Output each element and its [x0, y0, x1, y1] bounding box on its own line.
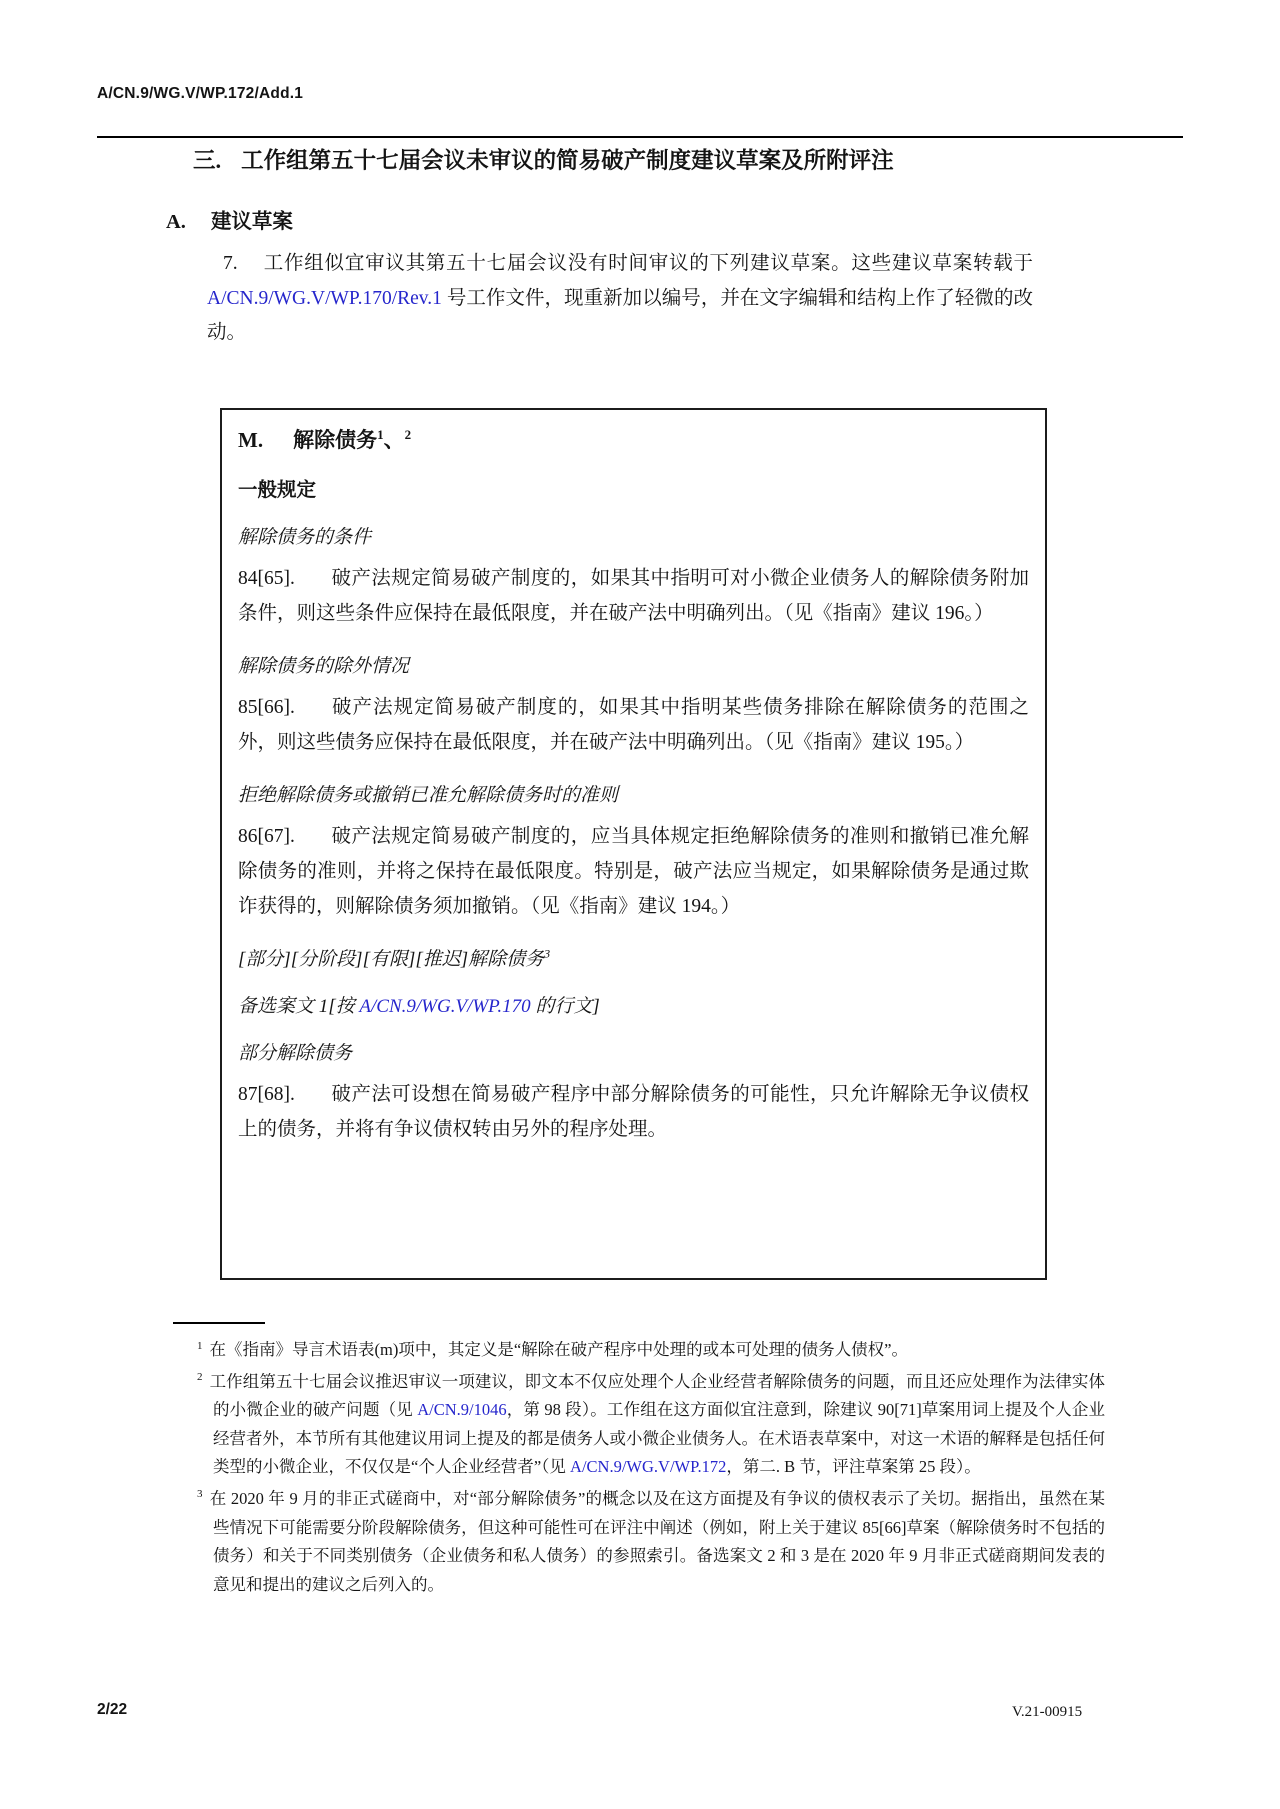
section-title-text: 工作组第五十七届会议未审议的简易破产制度建议草案及所附评注: [241, 148, 894, 173]
paragraph-7: [207, 247, 1033, 351]
subsection-title-text: 建议草案: [210, 211, 293, 233]
doc-link-wp170-rev1[interactable]: A/CN.9/WG.V/WP.170/Rev.1: [207, 287, 442, 309]
subsection-title: [166, 204, 293, 234]
recommendation-text: 破产法可设想在简易破产程序中部分解除债务的可能性，只允许解除无争议债权上的债务，并将有争议债权转由另外的程序处理。: [238, 1084, 1029, 1140]
recommendation-number: 85[66].: [238, 697, 295, 719]
recommendation-number: 86[67].: [238, 826, 295, 848]
heading-discharge-conditions: 解除债务的条件: [238, 527, 372, 548]
header-rule: [97, 136, 1183, 138]
box-heading-text: 解除债务: [293, 428, 378, 452]
footnote-ref-2: 2: [404, 427, 412, 442]
doc-link-wp170[interactable]: A/CN.9/WG.V/WP.170: [359, 996, 531, 1018]
footnotes: [197, 1336, 1105, 1602]
heading-discharge-exclusions: 解除债务的除外情况: [238, 656, 410, 678]
footnote-separator: [173, 1322, 265, 1324]
draft-recommendations-box: [220, 408, 1047, 1280]
heading-partial-discharge: 部分解除债务: [238, 1043, 353, 1065]
footnote-number: 3: [197, 1488, 203, 1501]
recommendation-86-67: [238, 820, 1029, 924]
footnote-number: 2: [197, 1371, 203, 1384]
box-heading-letter: M.: [238, 428, 264, 452]
box-heading: [238, 424, 1029, 454]
alternative-1-text: 的行文]: [530, 996, 600, 1018]
alternative-1-text: 备选案文 1[按: [238, 996, 360, 1018]
paragraph-7-text: 工作组似宜审议其第五十七届会议没有时间审议的下列建议草案。这些建议草案转载于: [263, 253, 1033, 274]
page-number: 2/22: [97, 1701, 128, 1718]
recommendation-text: 破产法规定简易破产制度的，应当具体规定拒绝解除债务的准则和撤销已准允解除债务的准则，并将之保持在最低限度。特别是，破产法应当规定，如果解除债务是通过欺诈获得的，则解除债务须加撤销。（见《指南》建议 194。）: [238, 826, 1029, 917]
doc-link-wp172[interactable]: A/CN.9/WG.V/WP.172: [570, 1457, 727, 1477]
recommendation-85-66: [238, 691, 1029, 760]
recommendation-number: 84[65].: [238, 568, 295, 589]
heading-general-provisions: 一般规定: [238, 480, 317, 501]
footnote-3: [197, 1485, 1105, 1599]
document-job-number: V.21-00915: [1012, 1704, 1083, 1720]
heading-partial-bracketed: [238, 944, 1029, 971]
footnote-text: ，第 98 段）。工作组在这方面似宜注意到，除建议 90[71]草案用词上提及个人企业经营者外，本节所有其他建议用词上提及的都是债务人或小微企业债务人。在术语表草案中，对这一术语的解释是包括任何类型的小微企业，不仅仅是“个人企业经营者”（见: [213, 1400, 1105, 1477]
subsection-number: A.: [166, 211, 186, 233]
recommendation-number: 87[68].: [238, 1084, 295, 1106]
footnote-text: 工作组第五十七届会议推迟审议一项建议，即文本不仅应处理个人企业经营者解除债务的问题，而且还应处理作为法律实体的小微企业的破产问题（见: [209, 1371, 1105, 1420]
section-title: [193, 146, 1073, 176]
recommendation-text: 破产法规定简易破产制度的，如果其中指明可对小微企业债务人的解除债务附加条件，则这些条件应保持在最低限度，并在破产法中明确列出。（见《指南》建议 196。）: [238, 568, 1029, 624]
footnote-ref-3: 3: [544, 946, 551, 961]
footnote-ref-1: 1: [377, 427, 384, 442]
doc-link-1046[interactable]: A/CN.9/1046: [417, 1400, 507, 1420]
heading-denial-criteria: 拒绝解除债务或撤销已准允解除债务时的准则: [238, 785, 619, 807]
paragraph-7-text: 号工作文件，现重新加以编号，并在文字编辑和结构上作了轻微的改动。: [207, 287, 1033, 344]
footnote-ref-separator: 、: [383, 428, 405, 452]
footnote-2: [197, 1368, 1105, 1482]
paragraph-7-number: 7.: [223, 253, 238, 274]
recommendation-87-68: [238, 1078, 1029, 1147]
section-number: 三.: [193, 148, 222, 173]
recommendation-84-65: [238, 562, 1029, 631]
heading-partial-bracketed-text: [部分][分阶段][有限][推迟]解除债务: [238, 949, 545, 971]
footnote-1: [197, 1336, 1105, 1365]
footnote-text: 在 2020 年 9 月的非正式磋商中，对“部分解除债务”的概念以及在这方面提及有争议的债权表示了关切。据指出，虽然在某些情况下可能需要分阶段解除债务，但这种可能性可在评注中阐述（例如，附上关于建议 85[66]草案（解除债务时不包括的债务）和关于不同类别债务（企业债务和私人债务）的参照索引。备选案文 2 和 3 是在 2020 年 9 月非正式磋商期间发表的意见和提出的建议之后列入的。: [209, 1488, 1105, 1594]
footnote-text: ，第二. B 节，评注草案第 25 段）。: [726, 1457, 981, 1477]
footnote-text: 在《指南》导言术语表(m)项中，其定义是“解除在破产程序中处理的或本可处理的债务人债权”。: [209, 1340, 908, 1359]
recommendation-text: 破产法规定简易破产制度的，如果其中指明某些债务排除在解除债务的范围之外，则这些债务应保持在最低限度，并在破产法中明确列出。（见《指南》建议 195。）: [238, 697, 1029, 753]
footnote-number: 1: [197, 1339, 203, 1352]
heading-alternative-1: [238, 991, 1029, 1018]
document-symbol: A/CN.9/WG.V/WP.172/Add.1: [97, 85, 304, 102]
